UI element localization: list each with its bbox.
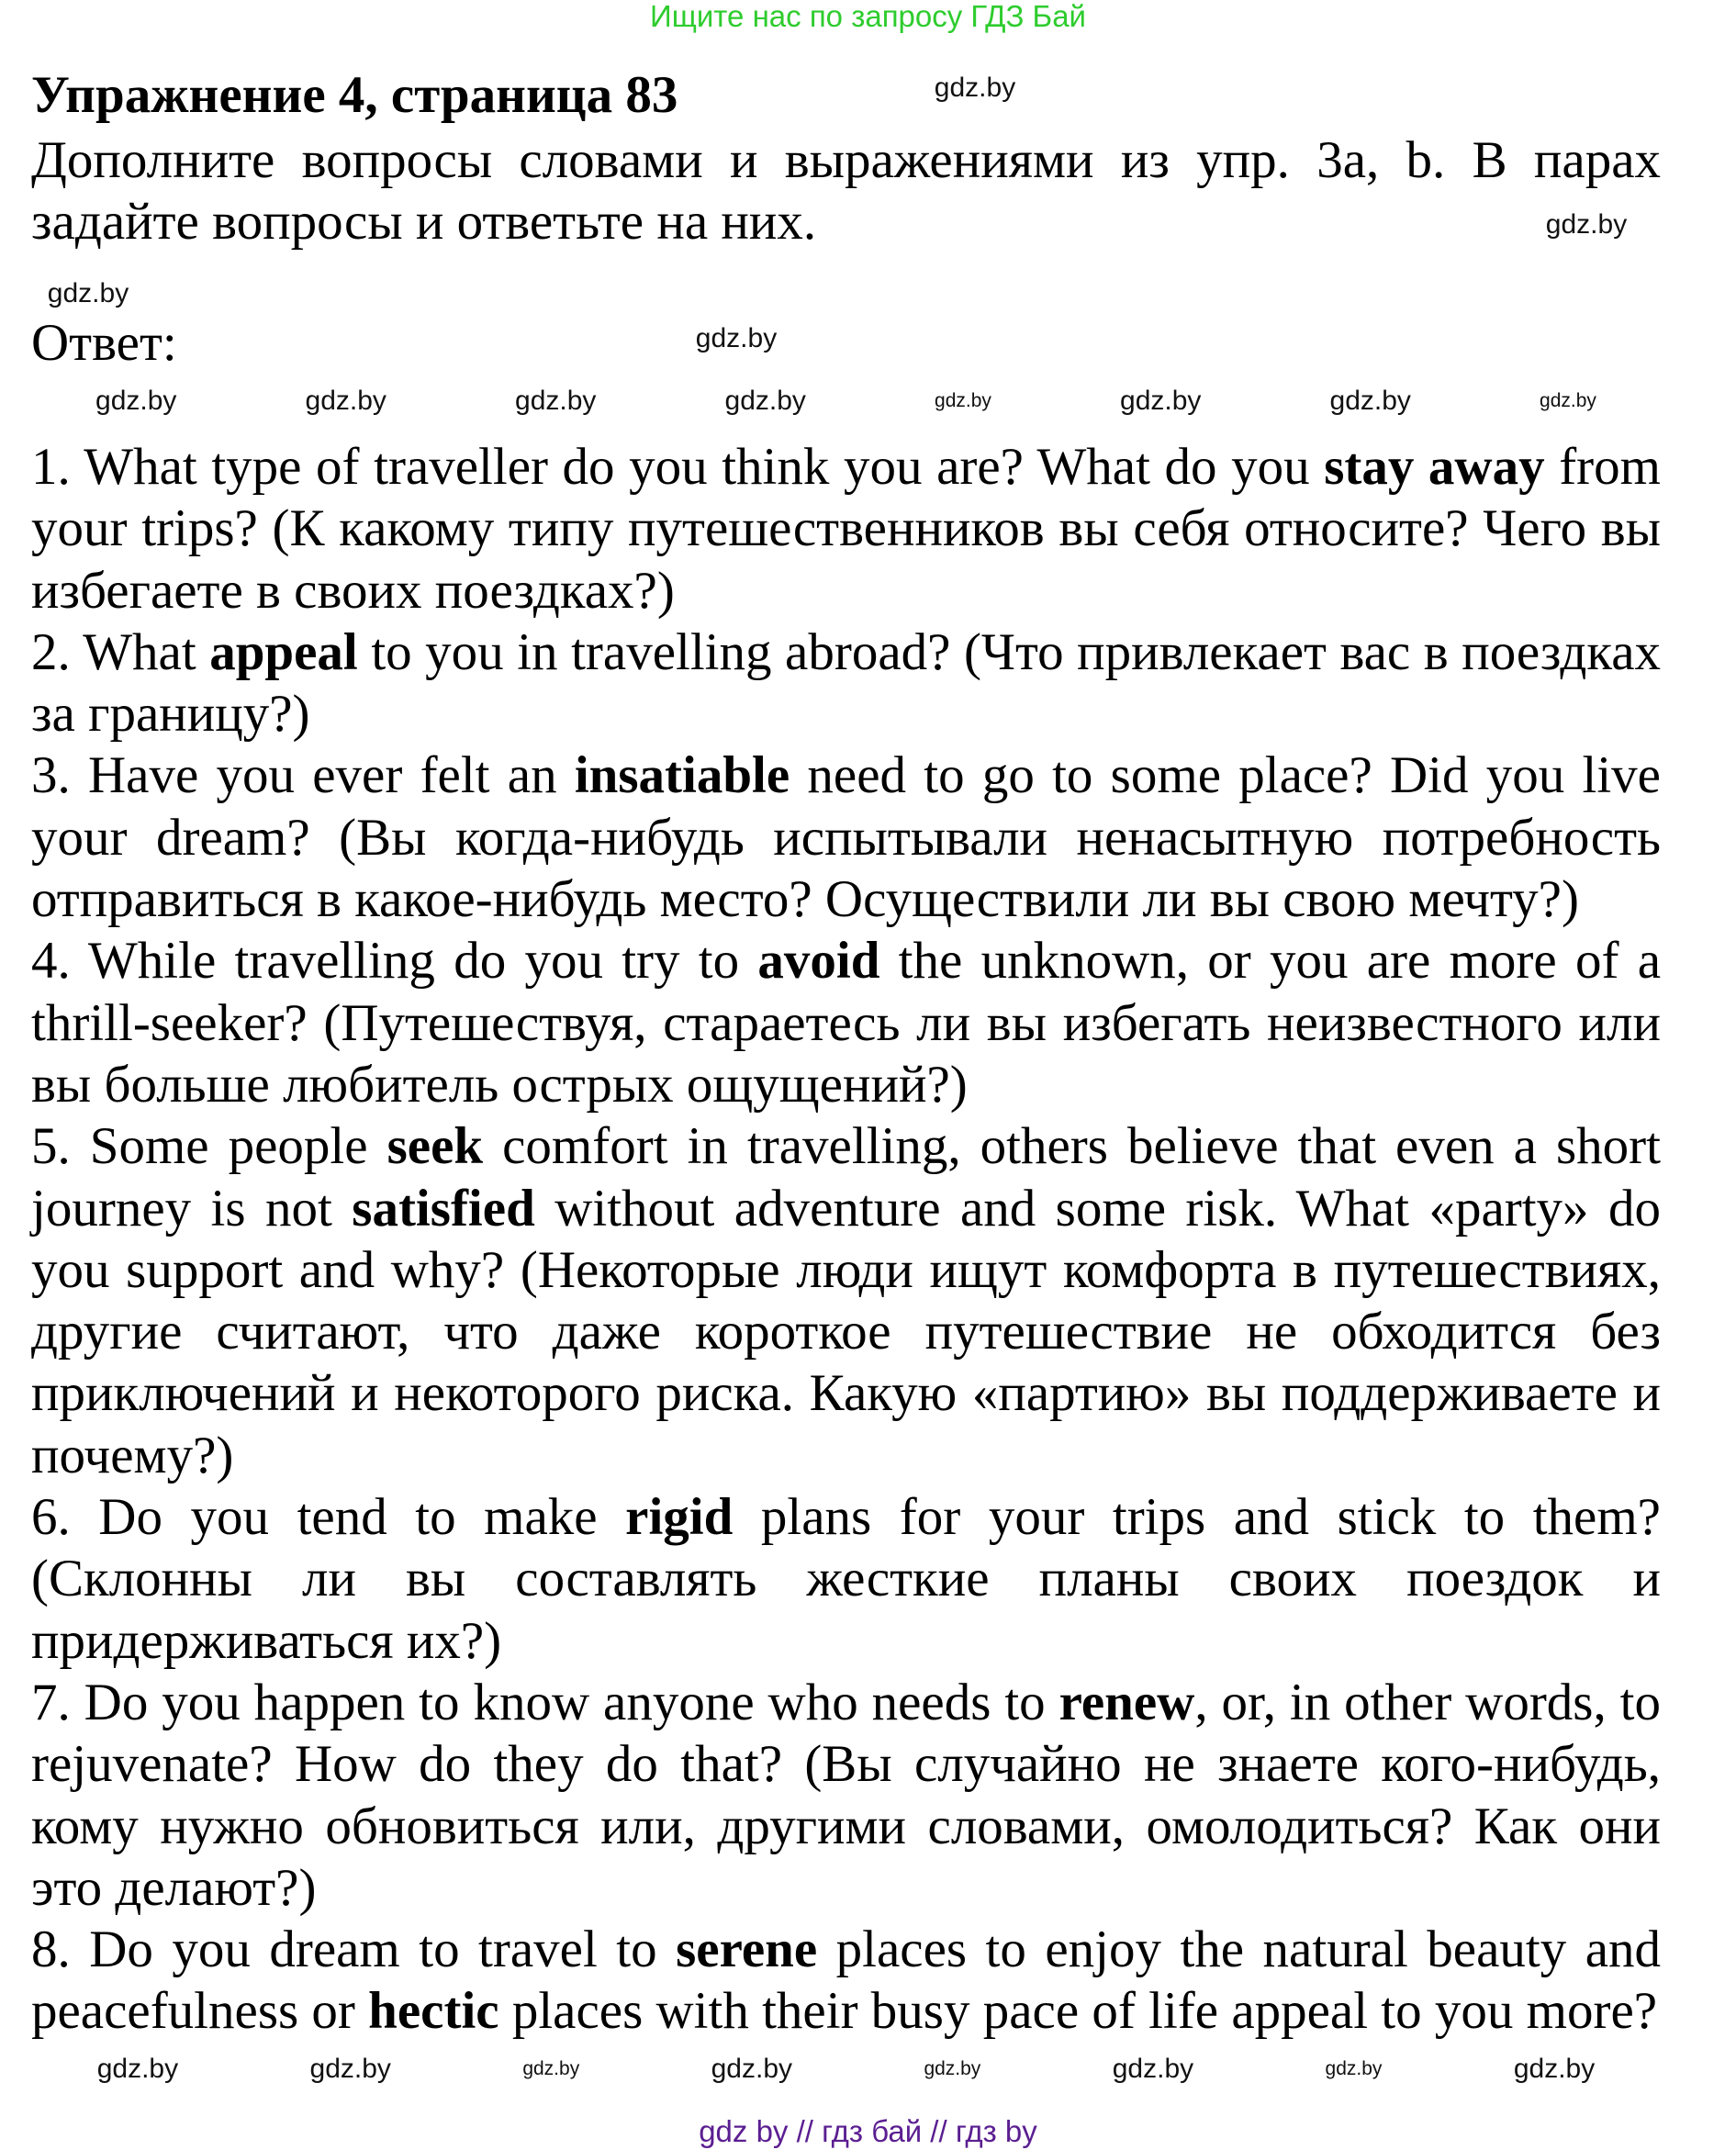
key-phrase: seek <box>386 1117 484 1176</box>
key-phrase: satisfied <box>352 1179 535 1237</box>
watermark: gdz.by <box>305 386 386 416</box>
page-title: Упражнение 4, страница 83 <box>31 66 678 124</box>
watermark: gdz.by <box>1545 209 1628 240</box>
key-phrase: stay away <box>1324 438 1545 496</box>
answer-item <box>31 1672 1661 1919</box>
watermark: gdz.by <box>1540 390 1596 411</box>
item-text: 1. What type of traveller do you think you are? What do you <box>31 438 1325 496</box>
watermark: gdz.by <box>695 323 778 353</box>
watermark-row <box>31 386 1661 417</box>
watermark-row <box>31 2054 1661 2085</box>
item-text: comfort in travelling, others believe that even a short journey is not <box>31 1117 1662 1237</box>
answer-item <box>31 621 1661 745</box>
item-text: 7. Do you happen to know anyone who needs to <box>31 1673 1059 1731</box>
watermark: gdz.by <box>1112 2053 1194 2084</box>
watermark: gdz.by <box>47 278 129 308</box>
key-phrase: avoid <box>757 932 880 991</box>
item-text: 3. Have you ever felt an <box>31 746 575 805</box>
watermark: gdz.by <box>935 390 991 411</box>
watermark: gdz.by <box>96 2053 179 2084</box>
answer-item <box>31 436 1661 621</box>
watermark: gdz.by <box>1513 2053 1596 2084</box>
key-phrase: renew <box>1058 1673 1195 1731</box>
answer-label: Ответ: <box>31 314 177 372</box>
watermark: gdz.by <box>522 2057 580 2079</box>
watermark: gdz.by <box>711 2053 793 2084</box>
search-banner: Ищите нас по запросу ГДЗ Бай <box>650 0 1086 33</box>
watermark: gdz.by <box>515 386 597 416</box>
exercise-instruction: Дополните вопросы словами и выражениями из упр. 3a, b. В парах задайте вопросы и ответьте на них. <box>31 131 1661 251</box>
watermark: gdz.by <box>309 2053 391 2084</box>
item-text: need to go to some place? Did you live your dream? (Вы когда-нибудь испытывали ненасытную потребность отправиться в какое-нибудь место? Осуществили ли вы свою мечту?) <box>31 746 1661 929</box>
item-text: without adventure and some risk. What «party» do you support and why? (Некоторые люди ищут комфорта в путешествиях, другие считают, что даже короткое путешествие не обходится без приключений и некоторого риска. Какую «партию» вы поддерживаете и почему?) <box>31 1179 1661 1484</box>
item-text: 6. Do you tend to make <box>31 1488 626 1547</box>
watermark: gdz.by <box>724 386 806 416</box>
item-text: places to enjoy the natural beauty and peacefulness or <box>31 1920 1661 2041</box>
key-phrase: rigid <box>625 1488 734 1547</box>
answer-item <box>31 1486 1661 1672</box>
key-phrase: appeal <box>209 622 358 681</box>
item-text: 8. Do you dream to travel to <box>31 1920 677 1979</box>
footer-links: gdz by // гдз бай // гдз by <box>699 2114 1037 2148</box>
item-text: the unknown, or you are more of a thrill-seeker? (Путешествуя, стараетесь ли вы избегать неизвестного или вы больше любитель острых ощущений?) <box>31 932 1661 1114</box>
item-text: 2. What <box>31 622 210 681</box>
answer-item <box>31 745 1661 930</box>
item-text: to you in travelling abroad? (Что привлекает вас в поездках за границу?) <box>31 622 1662 744</box>
item-text: , or, in other words, to rejuvenate? How do they do that? (Вы случайно не знаете кого-нибудь, кому нужно обновиться или, другими словами, омолодиться? Как они это делают?) <box>31 1673 1661 1917</box>
item-text: 4. While travelling do you try to <box>31 932 758 991</box>
item-text: 5. Some people <box>31 1117 387 1176</box>
key-phrase: insatiable <box>574 746 790 805</box>
watermark: gdz.by <box>1325 2057 1383 2079</box>
watermark: gdz.by <box>1120 386 1202 416</box>
item-text: from your trips? (К какому типу путешественников вы себя относите? Чего вы избегаете в своих поездках?) <box>31 438 1661 620</box>
watermark: gdz.by <box>934 73 1016 103</box>
item-text: plans for your trips and stick to them? (Склонны ли вы составлять жесткие планы своих поездок и придерживаться их?) <box>31 1488 1661 1670</box>
watermark: gdz.by <box>95 386 177 416</box>
answer-item <box>31 1919 1661 2043</box>
answer-item <box>31 930 1661 1115</box>
key-phrase: hectic <box>368 1982 499 2041</box>
answer-item <box>31 1115 1661 1486</box>
item-text: places with their busy pace of life appeal to you more? <box>498 1982 1658 2041</box>
answer-list <box>31 436 1661 2085</box>
key-phrase: serene <box>676 1920 818 1979</box>
watermark: gdz.by <box>1329 386 1411 416</box>
watermark: gdz.by <box>924 2057 981 2079</box>
